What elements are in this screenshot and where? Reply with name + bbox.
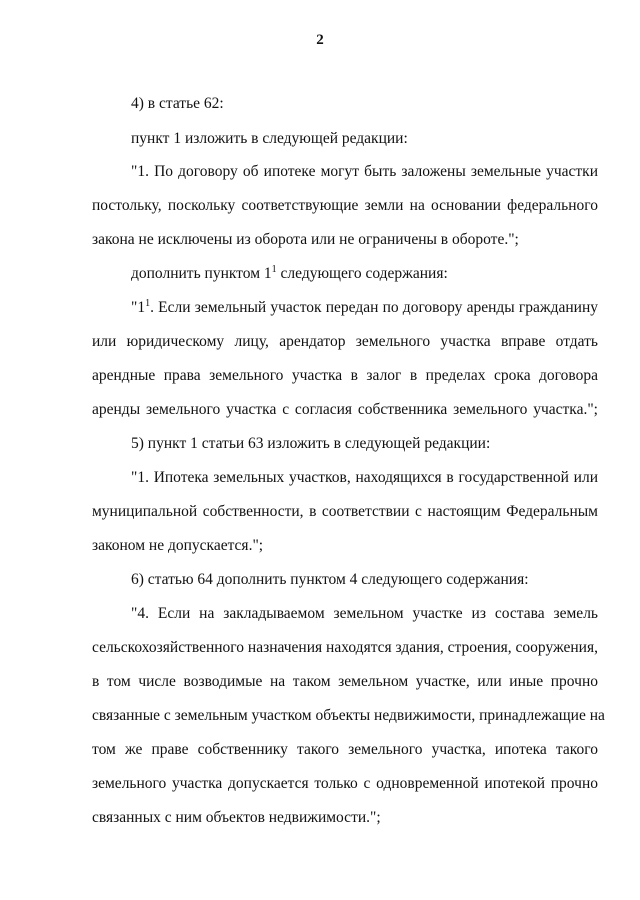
doc-line: в том числе возводимые на таком земельном участке, или иные прочно <box>92 673 598 690</box>
doc-line-text: "1 <box>131 299 146 316</box>
doc-line: закона не исключены из оборота или не ограничены в обороте."; <box>92 231 519 248</box>
doc-line: постольку, поскольку соответствующие земли на основании федерального <box>92 197 598 214</box>
doc-line: связанных с ним объектов недвижимости."; <box>92 809 381 826</box>
doc-line: арендные права земельного участка в залог в пределах срока договора <box>92 367 598 384</box>
doc-line: том же праве собственнику такого земельного участка, ипотека такого <box>92 741 598 758</box>
doc-line-point-63: 5) пункт 1 статьи 63 изложить в следующей редакции: <box>131 435 491 452</box>
doc-line: связанные с земельным участком объекты недвижимости, принадлежащие на <box>92 707 605 724</box>
superscript: 1 <box>271 263 277 275</box>
doc-line: "1. Ипотека земельных участков, находящихся в государственной или <box>131 469 598 486</box>
doc-line: или юридическому лицу, арендатор земельного участка вправе отдать <box>92 333 598 350</box>
doc-line-add-point <box>131 264 598 284</box>
doc-line: сельскохозяйственного назначения находятся здания, строения, сооружения, <box>92 639 598 656</box>
superscript: 1 <box>145 297 151 309</box>
doc-line: муниципальной собственности, в соответствии с настоящим Федеральным <box>92 503 598 520</box>
doc-line: "1. По договору об ипотеке могут быть заложены земельные участки <box>131 163 598 180</box>
doc-line: аренды земельного участка с согласия собственника земельного участка."; <box>92 401 598 418</box>
page-number: 2 <box>316 32 324 48</box>
doc-line <box>131 298 598 318</box>
doc-line-text: дополнить пунктом 1 <box>131 265 272 282</box>
doc-line-article-62: 4) в статье 62: <box>131 95 224 112</box>
doc-line-point-1-edit: пункт 1 изложить в следующей редакции: <box>131 130 408 147</box>
doc-line-article-64: 6) статью 64 дополнить пунктом 4 следующего содержания: <box>131 571 529 588</box>
doc-line: земельного участка допускается только с одновременной ипотекой прочно <box>92 775 598 792</box>
doc-line: законом не допускается."; <box>92 537 264 554</box>
doc-line-text: следующего содержания: <box>276 265 448 282</box>
doc-line: "4. Если на закладываемом земельном участке из состава земель <box>131 605 598 622</box>
doc-line-text: . Если земельный участок передан по договору аренды гражданину <box>150 299 598 316</box>
